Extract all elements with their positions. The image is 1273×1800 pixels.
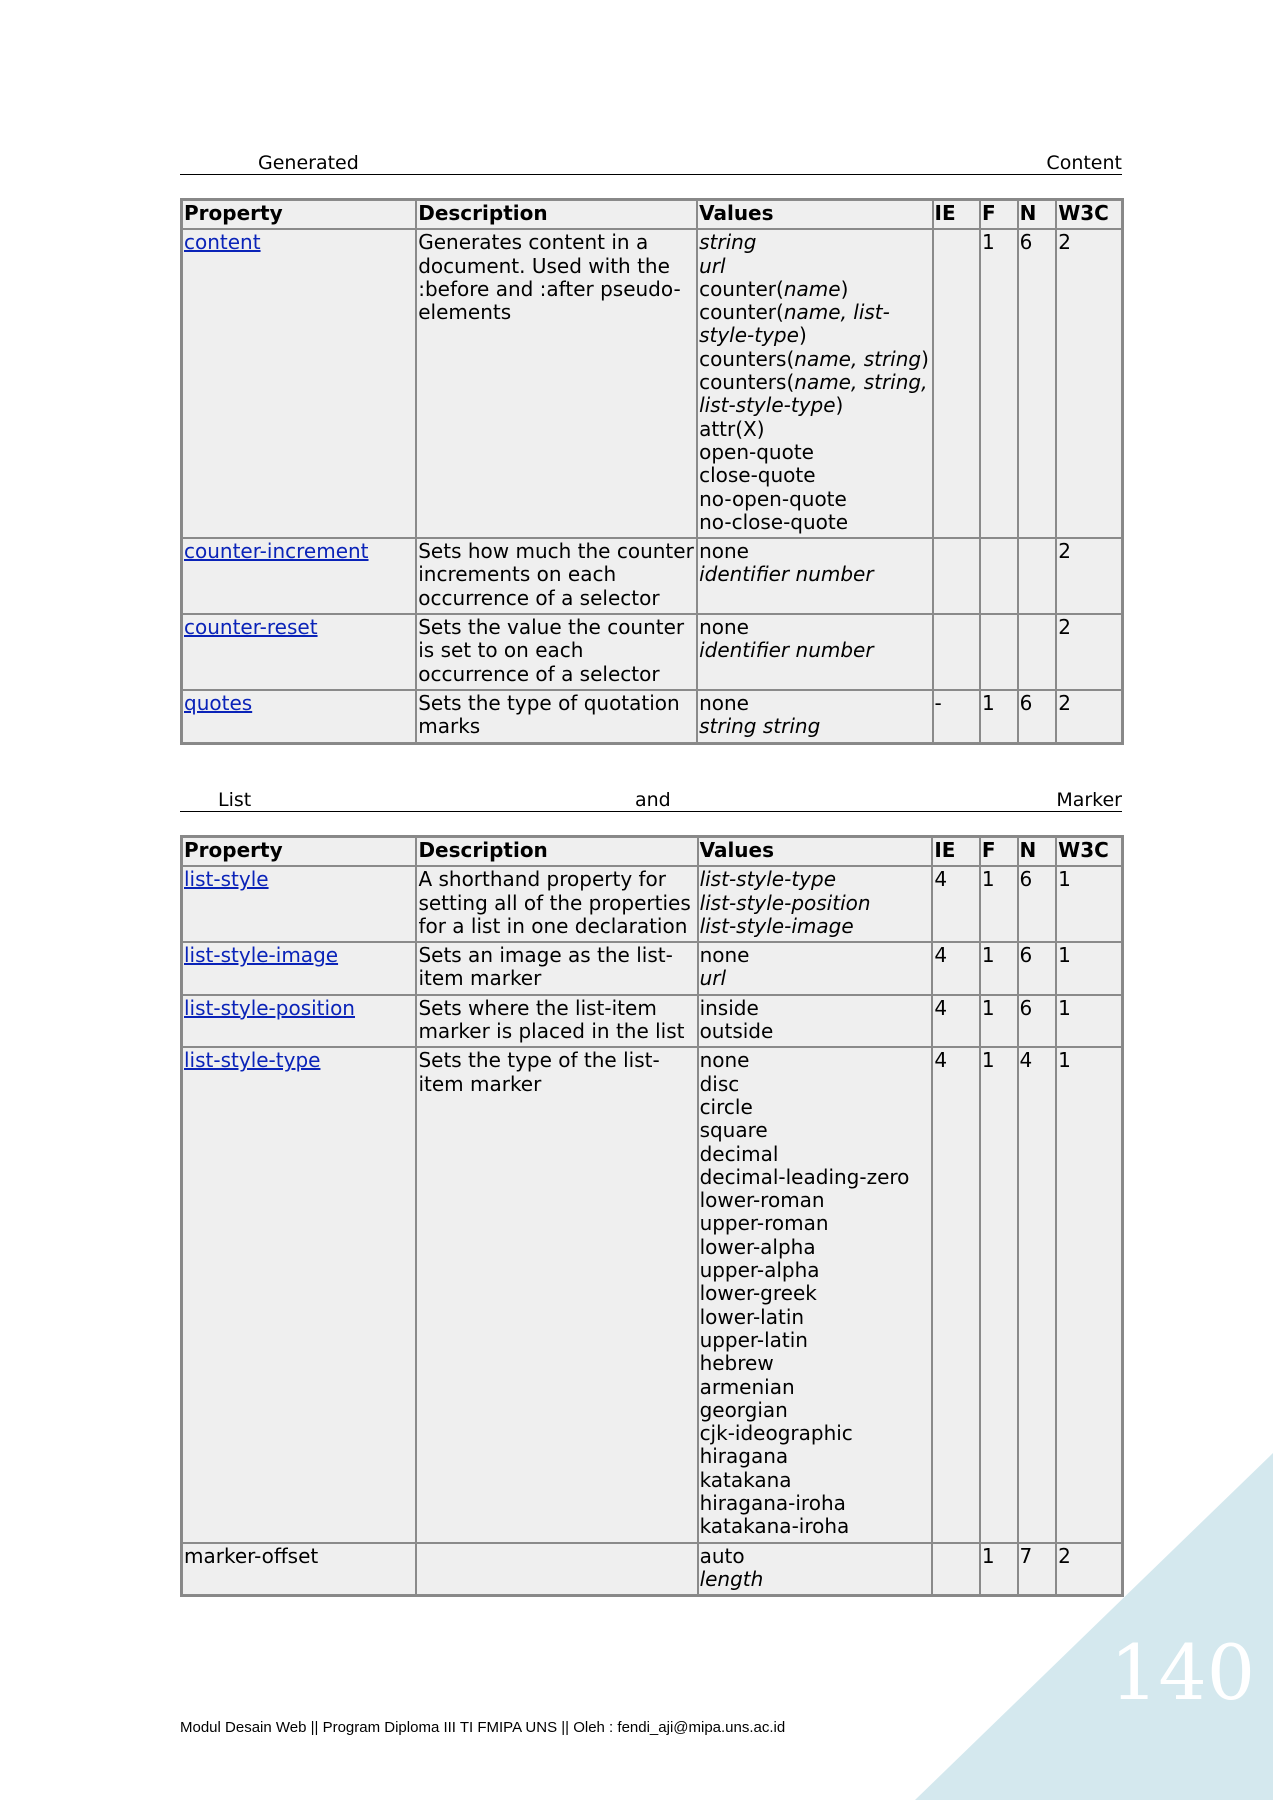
description-cell: Sets the type of quotation marks	[416, 690, 697, 743]
value-item: upper-alpha	[699, 1258, 820, 1283]
property-cell	[182, 866, 416, 942]
property-link[interactable]: list-style-type	[184, 1048, 321, 1073]
w3c-support-cell: 1	[1056, 995, 1122, 1048]
f-support-cell: 1	[980, 1047, 1018, 1542]
property-link[interactable]: list-style-position	[184, 995, 355, 1020]
n-support-cell: 4	[1018, 1047, 1057, 1542]
w3c-support-cell: 1	[1056, 866, 1122, 942]
section-heading-generated-content	[180, 150, 1122, 175]
table-row	[182, 1543, 1122, 1596]
value-item: none	[699, 943, 750, 968]
f-support-cell	[980, 538, 1018, 614]
property-link[interactable]: quotes	[184, 690, 253, 715]
value-item: hiragana	[699, 1444, 789, 1469]
value-item: none	[699, 539, 749, 564]
values-cell	[697, 690, 932, 743]
table-header-row	[182, 200, 1122, 229]
ie-support-cell	[933, 229, 981, 538]
header-values: Values	[698, 837, 933, 866]
header-ie: IE	[933, 200, 981, 229]
f-support-cell	[980, 614, 1018, 690]
property-cell	[182, 538, 416, 614]
description-cell: Sets how much the counter increments on each occurrence of a selector	[416, 538, 697, 614]
value-item: attr(X)	[699, 416, 765, 441]
value-item: counters(name, string)	[699, 346, 929, 371]
property-link[interactable]: counter-increment	[184, 539, 369, 564]
value-item: no-close-quote	[699, 509, 849, 534]
description-cell: Generates content in a document. Used with the :before and :after pseudo-elements	[416, 229, 697, 538]
n-support-cell: 6	[1018, 690, 1057, 743]
values-cell	[698, 1543, 933, 1596]
property-cell	[182, 614, 416, 690]
values-cell	[697, 538, 932, 614]
header-description: Description	[416, 200, 697, 229]
f-support-cell: 1	[980, 1543, 1018, 1596]
n-support-cell	[1018, 614, 1057, 690]
w3c-support-cell: 1	[1056, 942, 1122, 995]
table-row	[182, 614, 1122, 690]
property-link[interactable]: list-style	[184, 867, 269, 892]
value-item: armenian	[699, 1374, 795, 1399]
value-item: inside	[699, 995, 759, 1020]
value-item: lower-greek	[699, 1281, 817, 1306]
value-item: hiragana-iroha	[699, 1491, 846, 1516]
table-row	[182, 866, 1122, 942]
value-item: list-style-type	[699, 867, 837, 892]
table-row	[182, 995, 1122, 1048]
value-item: identifier number	[699, 562, 874, 587]
list-and-marker-table	[180, 835, 1124, 1597]
ie-support-cell: 4	[932, 942, 980, 995]
n-support-cell: 6	[1018, 995, 1057, 1048]
w3c-support-cell: 2	[1056, 614, 1122, 690]
table-row	[182, 690, 1122, 743]
header-f: F	[980, 200, 1018, 229]
value-item: length	[699, 1566, 764, 1591]
w3c-support-cell: 1	[1056, 1047, 1122, 1542]
heading-word: Content	[1046, 152, 1122, 174]
property-link[interactable]: content	[184, 230, 261, 255]
property-cell	[182, 229, 416, 538]
generated-content-table	[180, 198, 1124, 745]
w3c-support-cell: 2	[1056, 538, 1122, 614]
value-item: upper-roman	[699, 1211, 829, 1236]
n-support-cell: 6	[1018, 866, 1057, 942]
table-header-row	[182, 837, 1122, 866]
list-and-marker-table-body	[182, 866, 1122, 1595]
values-cell	[698, 995, 933, 1048]
header-n: N	[1018, 837, 1057, 866]
page-number: 140	[1110, 1628, 1256, 1717]
n-support-cell: 6	[1018, 229, 1057, 538]
value-item: hebrew	[699, 1351, 774, 1376]
value-item: lower-alpha	[699, 1234, 816, 1259]
value-item: counter(name, list-style-type)	[699, 300, 890, 348]
heading-word: List	[218, 789, 252, 811]
description-cell: Sets where the list-item marker is placed in the list	[416, 995, 697, 1048]
value-item: counters(name, string, list-style-type)	[699, 370, 928, 418]
value-item: georgian	[699, 1397, 788, 1422]
value-item: decimal-leading-zero	[699, 1164, 910, 1189]
table-row	[182, 1047, 1122, 1542]
property-cell	[182, 1047, 416, 1542]
property-cell: marker-offset	[182, 1543, 416, 1596]
description-cell: A shorthand property for setting all of the properties for a list in one declaration	[416, 866, 697, 942]
value-item: open-quote	[699, 439, 814, 464]
w3c-support-cell: 2	[1056, 1543, 1122, 1596]
heading-word: Marker	[1056, 789, 1122, 811]
heading-word: Generated	[258, 152, 359, 174]
property-cell	[182, 995, 416, 1048]
property-cell	[182, 942, 416, 995]
property-link[interactable]: counter-reset	[184, 615, 318, 640]
value-item: close-quote	[699, 463, 816, 488]
table-row	[182, 942, 1122, 995]
value-item: lower-latin	[699, 1304, 805, 1329]
value-item: disc	[699, 1071, 740, 1096]
value-item: none	[699, 690, 749, 715]
header-values: Values	[697, 200, 932, 229]
w3c-support-cell: 2	[1056, 690, 1122, 743]
value-item: auto	[699, 1543, 745, 1568]
value-item: decimal	[699, 1141, 779, 1166]
description-cell: Sets the type of the list-item marker	[416, 1047, 697, 1542]
section-heading-list-and-marker	[180, 787, 1122, 812]
value-item: katakana-iroha	[699, 1514, 850, 1539]
value-item: upper-latin	[699, 1327, 808, 1352]
value-item: url	[699, 253, 726, 278]
value-item: katakana	[699, 1467, 792, 1492]
value-item: list-style-image	[699, 913, 854, 938]
value-item: string string	[699, 714, 821, 739]
values-cell	[698, 942, 933, 995]
description-cell: Sets an image as the list-item marker	[416, 942, 697, 995]
header-f: F	[980, 837, 1018, 866]
ie-support-cell: 4	[932, 995, 980, 1048]
value-item: none	[699, 615, 749, 640]
f-support-cell: 1	[980, 942, 1018, 995]
heading-word: and	[635, 789, 671, 811]
table-row	[182, 229, 1122, 538]
f-support-cell: 1	[980, 866, 1018, 942]
header-description: Description	[416, 837, 697, 866]
value-item: no-open-quote	[699, 486, 847, 511]
ie-support-cell	[933, 614, 981, 690]
value-item: string	[699, 230, 757, 255]
ie-support-cell	[932, 1543, 980, 1596]
values-cell	[697, 229, 932, 538]
ie-support-cell	[933, 538, 981, 614]
f-support-cell: 1	[980, 229, 1018, 538]
values-cell	[698, 866, 933, 942]
value-item: outside	[699, 1019, 774, 1044]
value-item: identifier number	[699, 638, 874, 663]
property-link[interactable]: list-style-image	[184, 943, 339, 968]
n-support-cell: 7	[1018, 1543, 1057, 1596]
header-w3c: W3C	[1056, 837, 1122, 866]
value-item: cjk-ideographic	[699, 1421, 853, 1446]
f-support-cell: 1	[980, 690, 1018, 743]
values-cell	[698, 1047, 933, 1542]
page-footer: Modul Desain Web || Program Diploma III TI FMIPA UNS || Oleh : fendi_aji@mipa.uns.ac.id	[180, 1719, 786, 1736]
value-item: square	[699, 1118, 768, 1143]
n-support-cell	[1018, 538, 1057, 614]
value-item: none	[699, 1048, 750, 1073]
ie-support-cell: 4	[932, 1047, 980, 1542]
f-support-cell: 1	[980, 995, 1018, 1048]
value-item: list-style-position	[699, 890, 871, 915]
values-cell	[697, 614, 932, 690]
value-item: counter(name)	[699, 276, 849, 301]
value-item: lower-roman	[699, 1188, 825, 1213]
w3c-support-cell: 2	[1056, 229, 1122, 538]
n-support-cell: 6	[1018, 942, 1057, 995]
value-item: circle	[699, 1094, 753, 1119]
header-w3c: W3C	[1056, 200, 1122, 229]
generated-content-table-body	[182, 229, 1122, 742]
header-property: Property	[182, 200, 416, 229]
value-item: url	[699, 966, 727, 991]
description-cell: Sets the value the counter is set to on each occurrence of a selector	[416, 614, 697, 690]
header-property: Property	[182, 837, 416, 866]
header-n: N	[1018, 200, 1057, 229]
ie-support-cell: -	[933, 690, 981, 743]
property-cell	[182, 690, 416, 743]
table-row	[182, 538, 1122, 614]
header-ie: IE	[932, 837, 980, 866]
ie-support-cell: 4	[932, 866, 980, 942]
description-cell	[416, 1543, 697, 1596]
